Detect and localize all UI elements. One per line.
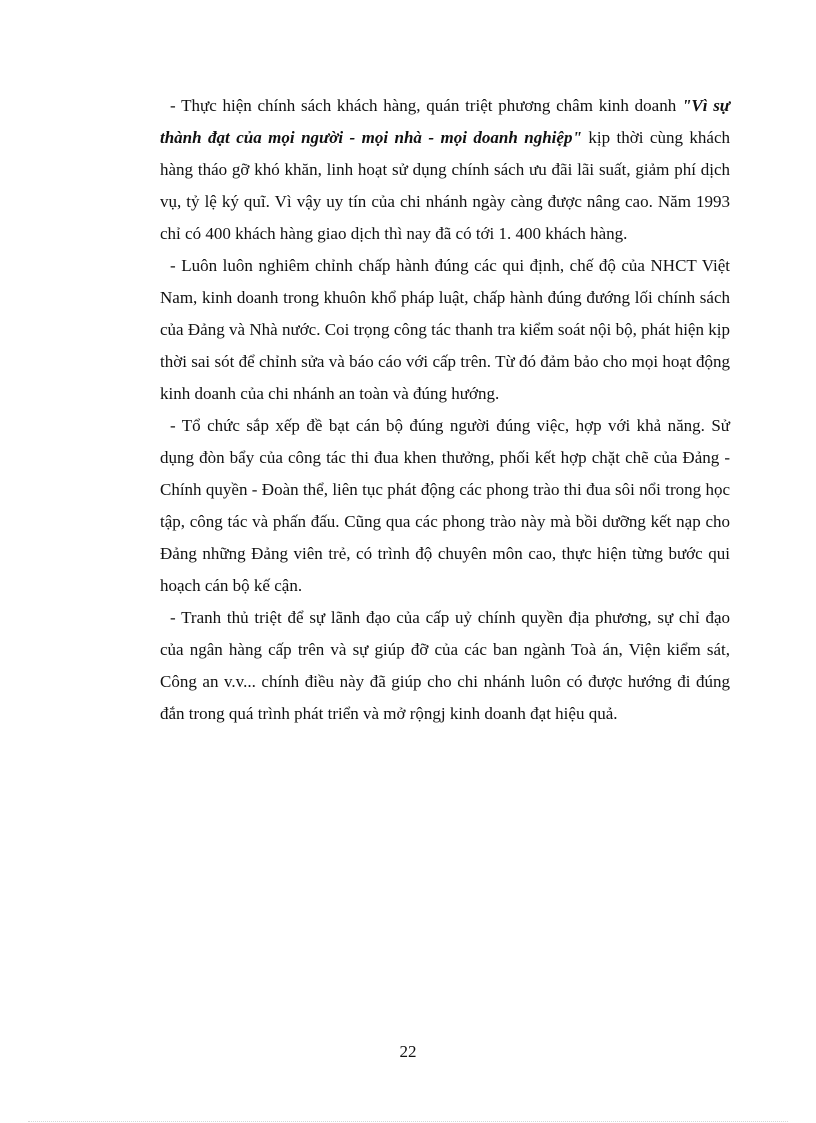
paragraph-leadership: - Tranh thủ triệt để sự lãnh đạo của cấp uỷ chính quyền địa phương, sự chỉ đạo của ngân hàng cấp trên và sự giúp đỡ của các ban ngành Toà án, Viện kiểm sát, Công an v.v... chính điều này đã giúp cho chi nhánh luôn có được hướng đi đúng đắn trong quá trình phát triển và mở rộngj kinh doanh đạt hiệu quả. [160, 608, 730, 723]
body-text [160, 90, 730, 730]
paragraph-compliance: - Luôn luôn nghiêm chỉnh chấp hành đúng các qui định, chế độ của NHCT Việt Nam, kinh doanh trong khuôn khổ pháp luật, chấp hành đúng đướng lối chính sách của Đảng và Nhà nước. Coi trọng công tác thanh tra kiểm soát nội bộ, phát hiện kịp thời sai sót để chỉnh sửa và báo cáo với cấp trên. Từ đó đảm bảo cho mọi hoạt động kinh doanh của chi nhánh an toàn và đúng hướng. [160, 256, 730, 403]
paragraph-1-rest: kịp thời cùng khách hàng tháo gỡ khó khăn, linh hoạt sử dụng chính sách ưu đãi lãi suất, giảm phí dịch vụ, tỷ lệ ký quĩ. Vì vậy uy tín của chi nhánh ngày càng được nâng cao. Năm 1993 chỉ có 400 khách hàng giao dịch thì nay đã có tới 1. 400 khách hàng. [160, 128, 731, 243]
page-bottom-divider [28, 1121, 788, 1122]
paragraph-1-intro: - Thực hiện chính sách khách hàng, quán triệt phương châm kinh doanh [170, 96, 682, 115]
business-motto: "Vì sự thành đạt của mọi người - mọi nhà - mọi doanh nghiệp" [160, 96, 730, 147]
paragraph-customer-policy [160, 90, 730, 250]
paragraph-staffing: - Tổ chức sắp xếp đề bạt cán bộ đúng người đúng việc, hợp với khả năng. Sử dụng đòn bẩy của công tác thi đua khen thưởng, phối kết hợp chặt chẽ của Đảng - Chính quyền - Đoàn thể, liên tục phát động các phong trào thi đua sôi nổi trong học tập, công tác và phấn đấu. Cũng qua các phong trào này mà bồi dưỡng kết nạp cho Đảng những Đảng viên trẻ, có trình độ chuyên môn cao, thực hiện từng bước qui hoạch cán bộ kế cận. [160, 416, 730, 595]
page-number: 22 [399, 1042, 417, 1061]
